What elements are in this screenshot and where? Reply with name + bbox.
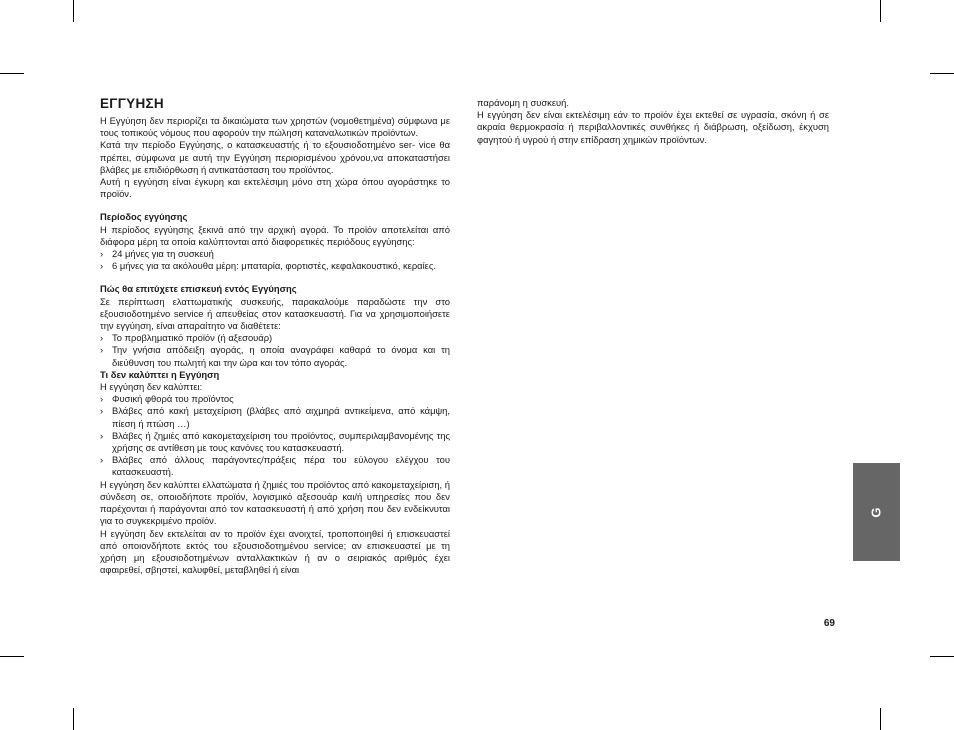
list-item: › 6 μήνες για τα ακόλουθα μέρη: μπαταρία, φορτιστές, κεφαλακουστικό, κεραίες.	[100, 260, 436, 272]
intro-paragraph: Κατά την περίοδο Εγγύησης, ο κατασκευαστής ή το εξουσιοδοτημένο ser- vice θα πρέπει, σύμφωνα με αυτή την Εγγύηση περιορισμένου χρόνου,να αποκαταστήσει βλάβες με επιδιόρθωση ή αντικατάσταση του προϊόντος.	[100, 139, 450, 175]
list-item: › Βλάβες ή ζημιές από κακομεταχείριση του προϊόντος, συμπεριλαμβανομένης της χρήσης σε αντίθεση με τους κανόνες του κατασκευαστή.	[100, 429, 450, 454]
continued-paragraph: παράνομη η συσκευή.	[477, 97, 569, 108]
exclusions-heading: Τι δεν καλύπτει η Εγγύηση	[100, 368, 220, 380]
intro-paragraph: Αυτή η εγγύηση είναι έγκυρη και εκτελέσιμη μόνο στη χώρα όπου αγοράστηκε το προϊόν.	[100, 176, 450, 200]
list-item: › Το προβληματικό προϊόν (ή αξεσουάρ)	[100, 332, 273, 344]
period-text: Η περίοδος εγγύησης ξεκινά από την αρχική αγορά. Το προϊόν αποτελείται από διάφορα μέρη τα οποία καλύπτονται από διαφορετικές περιόδους εγγύησης:	[100, 223, 450, 247]
page-title: ΕΓΓΥΗΣΗ	[100, 96, 164, 111]
section-tab-label: G	[869, 506, 884, 518]
service-text: Σε περίπτωση ελαττωματικής συσκευής, παρακαλούμε παραδώστε την στο εξουσιοδοτημένο service ή απευθείας στον κατασκευαστή. Για να χρησιμοποιήσετε την εγγύηση, είναι απαραίτητο να διαθέτετε:	[100, 295, 450, 332]
exclusions-paragraph: Η εγγύηση δεν εκτελείται αν το προϊόν έχει ανοιχτεί, τροποποιηθεί ή επισκευαστεί από οποιονδήποτε εκτός του εξουσιοδοτημένου service; αν επισκευαστεί με τη χρήση μη εξουσιοδοτημένων ανταλλακτικών ή αν ο σειριακός αριθμός έχει αφαιρεθεί, σβηστεί, καλυφθεί, μεταβληθεί ή είναι	[100, 527, 450, 576]
period-heading: Περίοδος εγγύησης	[100, 211, 188, 223]
crop-mark	[0, 73, 24, 74]
list-item: › 24 μήνες για τη συσκευή	[100, 248, 214, 260]
crop-mark	[880, 0, 881, 22]
crop-mark	[73, 0, 74, 22]
exclusions-paragraph: Η εγγύηση δεν καλύπτει ελλατώματα ή ζημιές του προϊόντος από κακομεταχείριση, ή σύνδεση σε, οποιοδήποτε προϊόν, λογισμικό αξεσουάρ και/ή υπηρεσίες που δεν παρέχονται ή παράγονται από τον κατασκευαστή ή από χρήση που δεν ενδείκνυται για το συγκεκριμένο προϊόν.	[100, 478, 450, 527]
crop-mark	[930, 656, 954, 657]
crop-mark	[73, 708, 74, 730]
intro-paragraph: Η Εγγύηση δεν περιορίζει τα δικαιώματα των χρηστών (νομοθετημένα) σύμφωνα με τους τοπικούς νόμους που αφορούν την πώληση καταναλωτικών προϊόντων.	[100, 115, 450, 139]
left-column	[100, 96, 450, 576]
right-column	[477, 97, 829, 146]
section-tab	[853, 463, 900, 561]
list-item: › Φυσική φθορά του προϊόντος	[100, 393, 234, 405]
list-item: › Βλάβες από άλλους παράγοντες/πράξεις πέρα του εύλογου ελέγχου του κατασκευαστή.	[100, 454, 450, 478]
humidity-paragraph: Η εγγύηση δεν είναι εκτελέσιμη εάν το προϊόν έχει εκτεθεί σε υγρασία, σκόνη ή σε ακραία θερμοκρασία ή περιβαλλοντικές συνθήκες ή διάβρωση, οξείδωση, έκχυση φαγητού ή υγρού ή στην επίδραση χημικών προϊόντων.	[477, 109, 829, 145]
crop-mark	[880, 708, 881, 730]
exclusions-text: Η εγγύηση δεν καλύπτει:	[100, 381, 203, 393]
service-heading: Πώς θα επιτύχετε επισκευή εντός Εγγύησης	[100, 283, 297, 295]
page-number: 69	[823, 618, 835, 629]
list-item: › Την γνήσια απόδειξη αγοράς, η οποία αναγράφει καθαρά το όνομα και τη διεύθυνση του πωλητή και την ώρα και τον τόπο αγοράς.	[100, 344, 450, 368]
list-item: › Βλάβες από κακή μεταχείριση (βλάβες από αιχμηρά αντικείμενα, από κάμψη, πίεση ή πτώση …)	[100, 405, 450, 429]
crop-mark	[930, 73, 954, 74]
crop-mark	[0, 656, 24, 657]
